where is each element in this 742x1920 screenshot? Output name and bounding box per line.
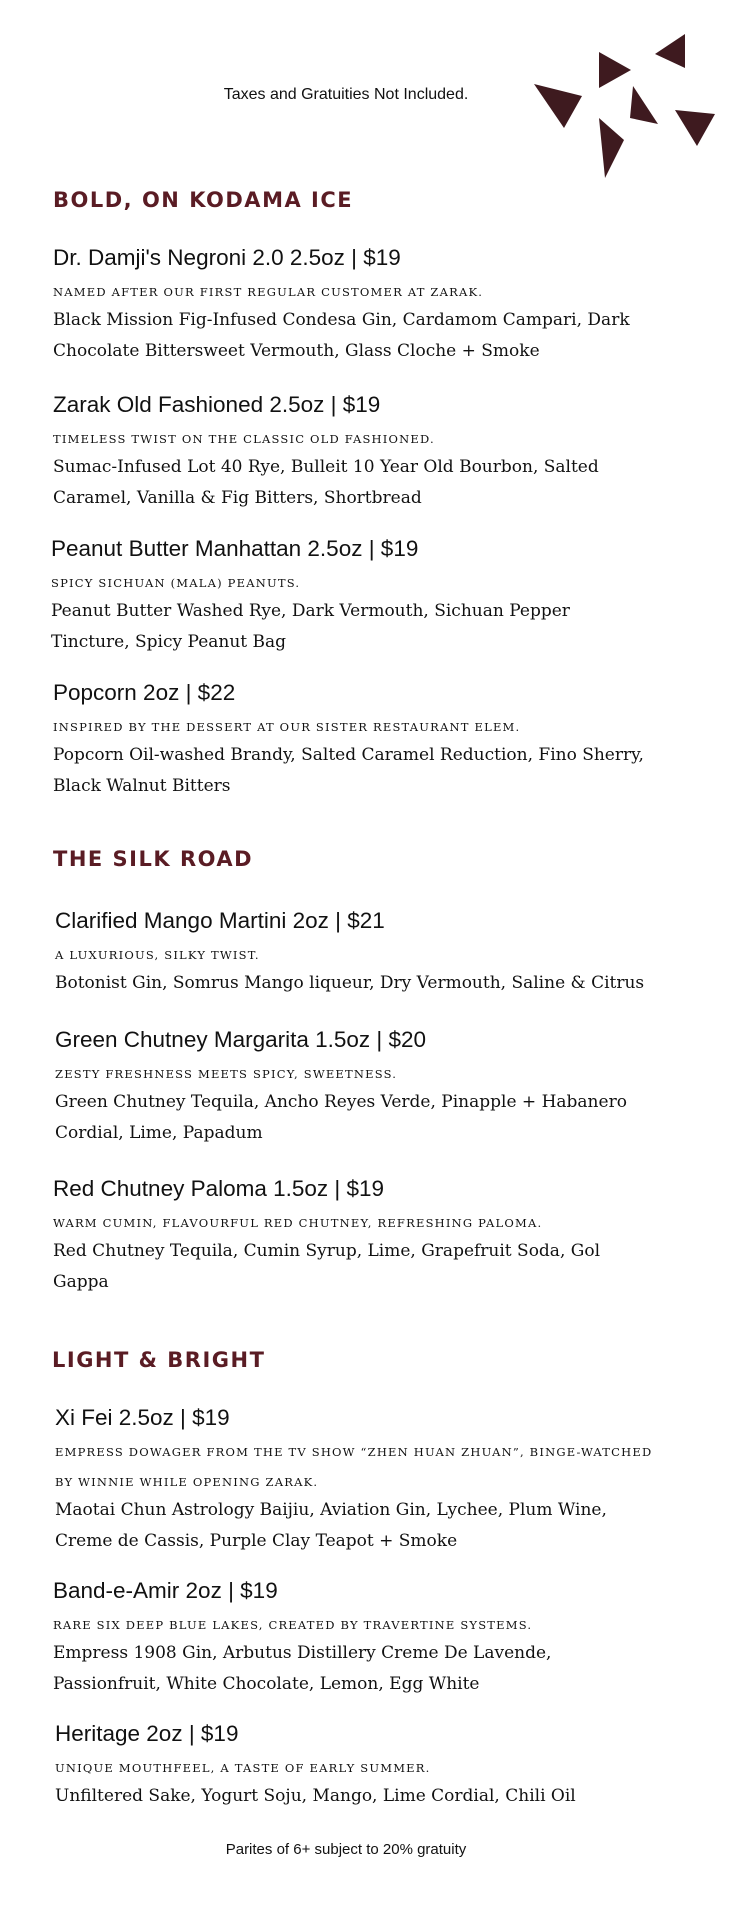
drink-name: Dr. Damji's Negroni 2.0 2.5oz | $19 [53,245,401,270]
gratuity-note: Parites of 6+ subject to 20% gratuity [225,1841,467,1858]
menu-item-xi-fei [55,1403,695,1557]
drink-description: A LUXURIOUS, SILKY TWIST. [55,948,260,962]
menu-item-popcorn [53,678,693,802]
drink-description: TIMELESS TWIST ON THE CLASSIC OLD FASHIONED. [53,432,435,446]
menu-item-heritage [55,1719,695,1812]
drink-description: NAMED AFTER OUR FIRST REGULAR CUSTOMER AT ZARAK. [53,285,484,299]
drink-description: ZESTY FRESHNESS MEETS SPICY, SWEETNESS. [55,1067,398,1081]
drink-ingredients: Unfiltered Sake, Yogurt Soju, Mango, Lime Cordial, Chili Oil [55,1786,576,1806]
section-title-bold: BOLD, ON KODAMA ICE [53,188,354,212]
drink-name: Heritage 2oz | $19 [55,1721,239,1746]
shard-2 [655,34,685,68]
drink-name: Band-e-Amir 2oz | $19 [53,1578,278,1603]
menu-item-zarak-old-fashioned [53,390,693,514]
drink-ingredients: Maotai Chun Astrology Baijiu, Aviation Gin, Lychee, Plum Wine, Creme de Cassis, Purple Clay Teapot + Smoke [55,1500,607,1551]
drink-description: UNIQUE MOUTHFEEL, A TASTE OF EARLY SUMMER. [55,1761,431,1775]
section-title-light-bright: LIGHT & BRIGHT [52,1348,266,1372]
drink-ingredients: Empress 1908 Gin, Arbutus Distillery Creme De Lavende, Passionfruit, White Chocolate, Lemon, Egg White [53,1643,552,1694]
drink-ingredients: Popcorn Oil-washed Brandy, Salted Caramel Reduction, Fino Sherry, Black Walnut Bitters [53,745,644,796]
drink-name: Xi Fei 2.5oz | $19 [55,1405,230,1430]
drink-ingredients: Peanut Butter Washed Rye, Dark Vermouth, Sichuan Pepper Tincture, Spicy Peanut Bag [51,601,570,652]
drink-name: Peanut Butter Manhattan 2.5oz | $19 [51,536,419,561]
shard-4 [630,86,658,124]
menu-item-peanut-butter-manhattan [51,534,691,658]
drink-description: INSPIRED BY THE DESSERT AT OUR SISTER RESTAURANT ELEM. [53,720,521,734]
drink-description: RARE SIX DEEP BLUE LAKES, CREATED BY TRAVERTINE SYSTEMS. [53,1618,533,1632]
tax-note: Taxes and Gratuities Not Included. [223,86,469,103]
menu-item-red-chutney-paloma [53,1174,693,1298]
shard-5 [675,110,715,146]
shard-3 [534,84,582,128]
decorative-shards-graphic [520,26,735,186]
drink-description: WARM CUMIN, FLAVOURFUL RED CHUTNEY, REFRESHING PALOMA. [53,1216,543,1230]
drink-description: SPICY SICHUAN (MALA) PEANUTS. [51,576,301,590]
drink-description: EMPRESS DOWAGER FROM THE TV SHOW “ZHEN HUAN ZHUAN”, BINGE-WATCHED BY WINNIE WHILE OPENING ZARAK. [55,1445,653,1489]
menu-item-clarified-mango-martini [55,906,695,999]
drink-name: Clarified Mango Martini 2oz | $21 [55,908,385,933]
menu-item-dr-damjis-negroni [53,243,693,367]
drink-ingredients: Botonist Gin, Somrus Mango liqueur, Dry Vermouth, Saline & Citrus [55,973,645,993]
shard-1 [599,52,631,88]
section-title-silk-road: THE SILK ROAD [53,847,254,871]
drink-ingredients: Red Chutney Tequila, Cumin Syrup, Lime, Grapefruit Soda, Gol Gappa [53,1241,601,1292]
drink-name: Red Chutney Paloma 1.5oz | $19 [53,1176,385,1201]
drink-ingredients: Sumac-Infused Lot 40 Rye, Bulleit 10 Year Old Bourbon, Salted Caramel, Vanilla & Fig Bitters, Shortbread [53,457,599,508]
drink-ingredients: Green Chutney Tequila, Ancho Reyes Verde, Pinapple + Habanero Cordial, Lime, Papadum [55,1092,627,1143]
drink-name: Green Chutney Margarita 1.5oz | $20 [55,1027,427,1052]
drink-name: Popcorn 2oz | $22 [53,680,236,705]
drink-ingredients: Black Mission Fig-Infused Condesa Gin, Cardamom Campari, Dark Chocolate Bittersweet Vermouth, Glass Cloche + Smoke [53,310,630,361]
menu-item-green-chutney-margarita [55,1025,695,1149]
drink-name: Zarak Old Fashioned 2.5oz | $19 [53,392,381,417]
shard-6 [599,118,624,178]
menu-item-band-e-amir [53,1576,693,1700]
